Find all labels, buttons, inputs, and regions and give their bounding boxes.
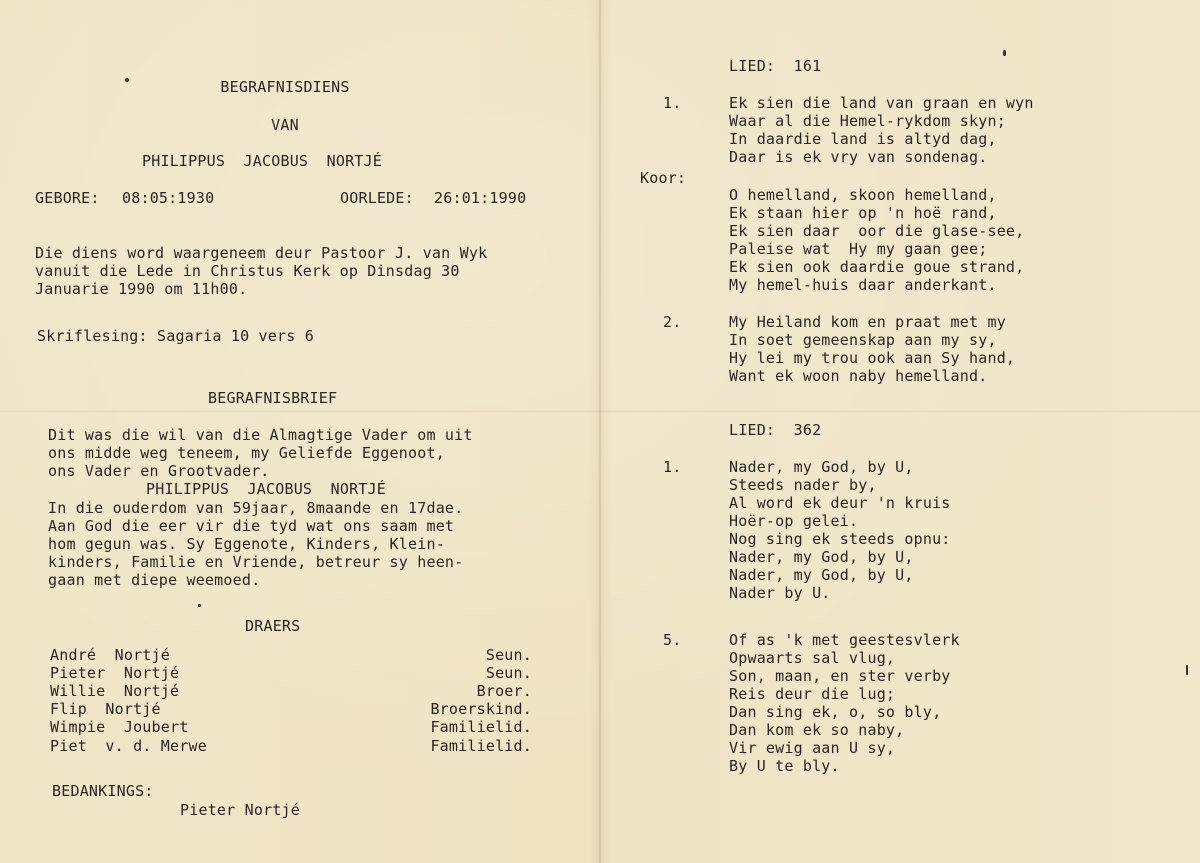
died-label: OORLEDE: bbox=[340, 189, 414, 207]
letter-line: In die ouderdom van 59jaar, 8maande en 17dae. bbox=[48, 499, 464, 517]
bearer-relation: Seun. bbox=[485, 646, 532, 664]
verse-line: Want ek woon naby hemelland. bbox=[729, 367, 988, 385]
bearers-title: DRAERS bbox=[245, 617, 301, 635]
verse-number: 2. bbox=[663, 313, 682, 331]
verse-line: Steeds nader by, bbox=[729, 476, 877, 494]
verse-line: Nog sing ek steeds opnu: bbox=[729, 530, 951, 548]
thanks-label: BEDANKINGS: bbox=[52, 782, 154, 800]
chorus-label: Koor: bbox=[640, 169, 687, 187]
verse-line: Ek sien die land van graan en wyn bbox=[729, 94, 1034, 112]
verse-line: Al word ek deur 'n kruis bbox=[729, 494, 951, 512]
verse-line: Reis deur die lug; bbox=[729, 685, 896, 703]
letter-deceased-name: PHILIPPUS JACOBUS NORTJÉ bbox=[146, 480, 386, 498]
verse-line: Hoër-op gelei. bbox=[729, 512, 859, 530]
verse-line: My Heiland kom en praat met my bbox=[729, 313, 1006, 331]
bearer-relation: Familielid. bbox=[430, 718, 532, 736]
heading-service: BEGRAFNISDIENS bbox=[220, 78, 350, 96]
bearer-name: Wimpie Joubert bbox=[50, 718, 189, 736]
letter-line: ons Vader en Grootvader. bbox=[48, 462, 270, 480]
bearer-name: André Nortjé bbox=[50, 646, 170, 664]
verse-line: Ek sien ook daardie goue strand, bbox=[729, 258, 1025, 276]
heading-of: VAN bbox=[271, 116, 299, 134]
letter-line: gaan met diepe weemoed. bbox=[48, 571, 261, 589]
bearer-name: Pieter Nortjé bbox=[50, 664, 180, 682]
verse-line: My hemel-huis daar anderkant. bbox=[729, 276, 997, 294]
verse-line: Ek sien daar oor die glase-see, bbox=[729, 222, 1025, 240]
verse-line: O hemelland, skoon hemelland, bbox=[729, 186, 997, 204]
letter-line: hom gegun was. Sy Eggenote, Kinders, Klein- bbox=[48, 535, 445, 553]
ink-speck bbox=[125, 78, 129, 82]
horizontal-fold bbox=[0, 410, 1200, 413]
letter-title: BEGRAFNISBRIEF bbox=[208, 389, 338, 407]
verse-line: Daar is ek vry van sondenag. bbox=[729, 148, 988, 166]
verse-line: Opwaarts sal vlug, bbox=[729, 649, 896, 667]
hymn-161-title: LIED: 161 bbox=[729, 57, 822, 75]
bearer-name: Flip Nortjé bbox=[50, 700, 161, 718]
verse-line: Vir ewig aan U sy, bbox=[729, 739, 896, 757]
bearer-name: Willie Nortjé bbox=[50, 682, 180, 700]
verse-number: 5. bbox=[663, 631, 682, 649]
verse-number: 1. bbox=[663, 94, 682, 112]
service-line: vanuit die Lede in Christus Kerk op Dinsdag 30 bbox=[35, 262, 460, 280]
verse-line: Of as 'k met geestesvlerk bbox=[729, 631, 960, 649]
verse-line: Nader, my God, by U, bbox=[729, 566, 914, 584]
scripture-reading: Skriflesing: Sagaria 10 vers 6 bbox=[37, 327, 314, 345]
bearer-relation: Familielid. bbox=[430, 737, 532, 755]
ink-speck bbox=[1186, 665, 1188, 675]
ink-speck bbox=[1003, 50, 1006, 56]
ink-speck bbox=[198, 604, 201, 607]
verse-line: Nader, my God, by U, bbox=[729, 458, 914, 476]
letter-line: ons midde weg teneem, my Geliefde Eggenoot, bbox=[48, 444, 445, 462]
verse-line: Paleise wat Hy my gaan gee; bbox=[729, 240, 988, 258]
service-line: Die diens word waargeneem deur Pastoor J. van Wyk bbox=[35, 244, 488, 262]
service-line: Januarie 1990 om 11h00. bbox=[35, 280, 248, 298]
verse-line: Dan sing ek, o, so bly, bbox=[729, 703, 942, 721]
verse-number: 1. bbox=[663, 458, 682, 476]
verse-line: Dan kom ek so naby, bbox=[729, 721, 905, 739]
letter-line: kinders, Familie en Vriende, betreur sy heen- bbox=[48, 553, 464, 571]
letter-line: Dit was die wil van die Almagtige Vader om uit bbox=[48, 426, 473, 444]
hymn-362-title: LIED: 362 bbox=[729, 421, 822, 439]
born-date: 08:05:1930 bbox=[122, 189, 215, 207]
vertical-fold bbox=[598, 0, 602, 863]
died-date: 26:01:1990 bbox=[434, 189, 527, 207]
verse-line: Hy lei my trou ook aan Sy hand, bbox=[729, 349, 1016, 367]
bearer-relation: Seun. bbox=[485, 664, 532, 682]
verse-line: Nader by U. bbox=[729, 584, 831, 602]
born-label: GEBORE: bbox=[35, 189, 100, 207]
verse-line: Nader, my God, by U, bbox=[729, 548, 914, 566]
bearer-name: Piet v. d. Merwe bbox=[50, 737, 207, 755]
verse-line: Ek staan hier op 'n hoë rand, bbox=[729, 204, 997, 222]
verse-line: In soet gemeenskap aan my sy, bbox=[729, 331, 997, 349]
verse-line: Son, maan, en ster verby bbox=[729, 667, 951, 685]
bearer-relation: Broer. bbox=[476, 682, 532, 700]
deceased-name: PHILIPPUS JACOBUS NORTJÉ bbox=[142, 152, 382, 170]
thanks-name: Pieter Nortjé bbox=[180, 801, 300, 819]
verse-line: In daardie land is altyd dag, bbox=[729, 130, 997, 148]
bearer-relation: Broerskind. bbox=[430, 700, 532, 718]
verse-line: Waar al die Hemel-rykdom skyn; bbox=[729, 112, 1006, 130]
verse-line: By U te bly. bbox=[729, 757, 840, 775]
letter-line: Aan God die eer vir die tyd wat ons saam met bbox=[48, 517, 455, 535]
